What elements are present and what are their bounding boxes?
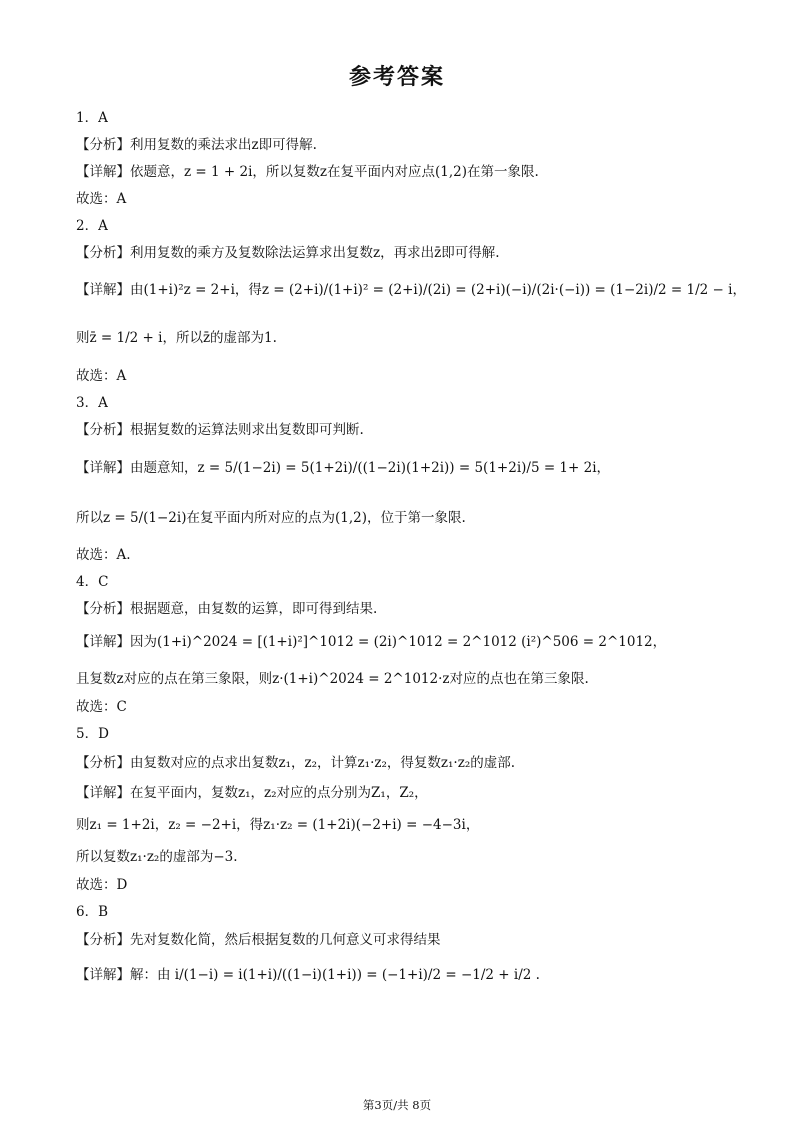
answer-4-number: 4．C	[76, 574, 109, 590]
answer-6-number: 6．B	[76, 904, 109, 920]
answer-2-number: 2．A	[76, 218, 108, 234]
answer-4-choice: 故选：C	[76, 699, 127, 715]
answer-3-choice: 故选：A.	[76, 547, 131, 563]
page-footer: 第3页/共 8页	[362, 1098, 432, 1112]
answer-1-solution: 【详解】依题意，z = 1 + 2i，所以复数z在复平面内对应点(1,2)在第一象限.	[76, 164, 539, 180]
answer-4-analysis: 【分析】根据题意，由复数的运算，即可得到结果.	[76, 601, 378, 617]
answer-2-solution: 【详解】由(1+i)²z = 2+i，得z = (2+i)/(1+i)² = (2+i)/(2i) = (2+i)(−i)/(2i·(−i)) = (1−2i)/2 = 1/2 − i，	[76, 282, 746, 298]
answer-5-choice: 故选：D	[76, 877, 128, 893]
answer-3-solution: 【详解】由题意知，z = 5/(1−2i) = 5(1+2i)/((1−2i)(1+2i)) = 5(1+2i)/5 = 1+ 2i，	[76, 460, 611, 476]
answer-5-points: 【详解】在复平面内，复数z₁，z₂对应的点分别为Z₁，Z₂，	[76, 785, 428, 801]
answer-1-analysis: 【分析】利用复数的乘法求出z即可得解.	[76, 137, 317, 153]
answer-5-imag-part: 所以复数z₁·z₂的虚部为−3.	[76, 849, 238, 865]
page-title: 参考答案	[348, 64, 445, 90]
answer-3-number: 3．A	[76, 395, 108, 411]
answer-3-point: 所以z = 5/(1−2i)在复平面内所对应的点为(1,2)，位于第一象限.	[76, 510, 466, 526]
answer-3-analysis: 【分析】根据复数的运算法则求出复数即可判断.	[76, 422, 364, 438]
answer-2-choice: 故选：A	[76, 368, 127, 384]
answer-5-product: 则z₁ = 1+2i，z₂ = −2+i，得z₁·z₂ = (1+2i)(−2+i) = −4−3i，	[76, 817, 480, 833]
answer-4-solution: 【详解】因为(1+i)^2024 = [(1+i)²]^1012 = (2i)^1012 = 2^1012 (i²)^506 = 2^1012，	[76, 634, 667, 650]
answer-1-choice: 故选：A	[76, 191, 127, 207]
answer-5-analysis: 【分析】由复数对应的点求出复数z₁，z₂，计算z₁·z₂，得复数z₁·z₂的虚部.	[76, 755, 516, 771]
answer-5-number: 5．D	[76, 726, 109, 742]
answer-6-analysis: 【分析】先对复数化简，然后根据复数的几何意义可求得结果	[76, 932, 441, 948]
answer-1-number: 1．A	[76, 110, 108, 126]
answer-2-conjugate: 则z̄ = 1/2 + i，所以z̄的虚部为1.	[76, 330, 277, 346]
answer-6-solution: 【详解】解：由 i/(1−i) = i(1+i)/((1−i)(1+i)) = (−1+i)/2 = −1/2 + i/2 .	[76, 967, 540, 983]
answer-2-analysis: 【分析】利用复数的乘方及复数除法运算求出复数z，再求出z̄即可得解.	[76, 245, 500, 261]
answer-4-quadrant: 且复数z对应的点在第三象限，则z·(1+i)^2024 = 2^1012·z对应的点也在第三象限.	[76, 671, 589, 687]
